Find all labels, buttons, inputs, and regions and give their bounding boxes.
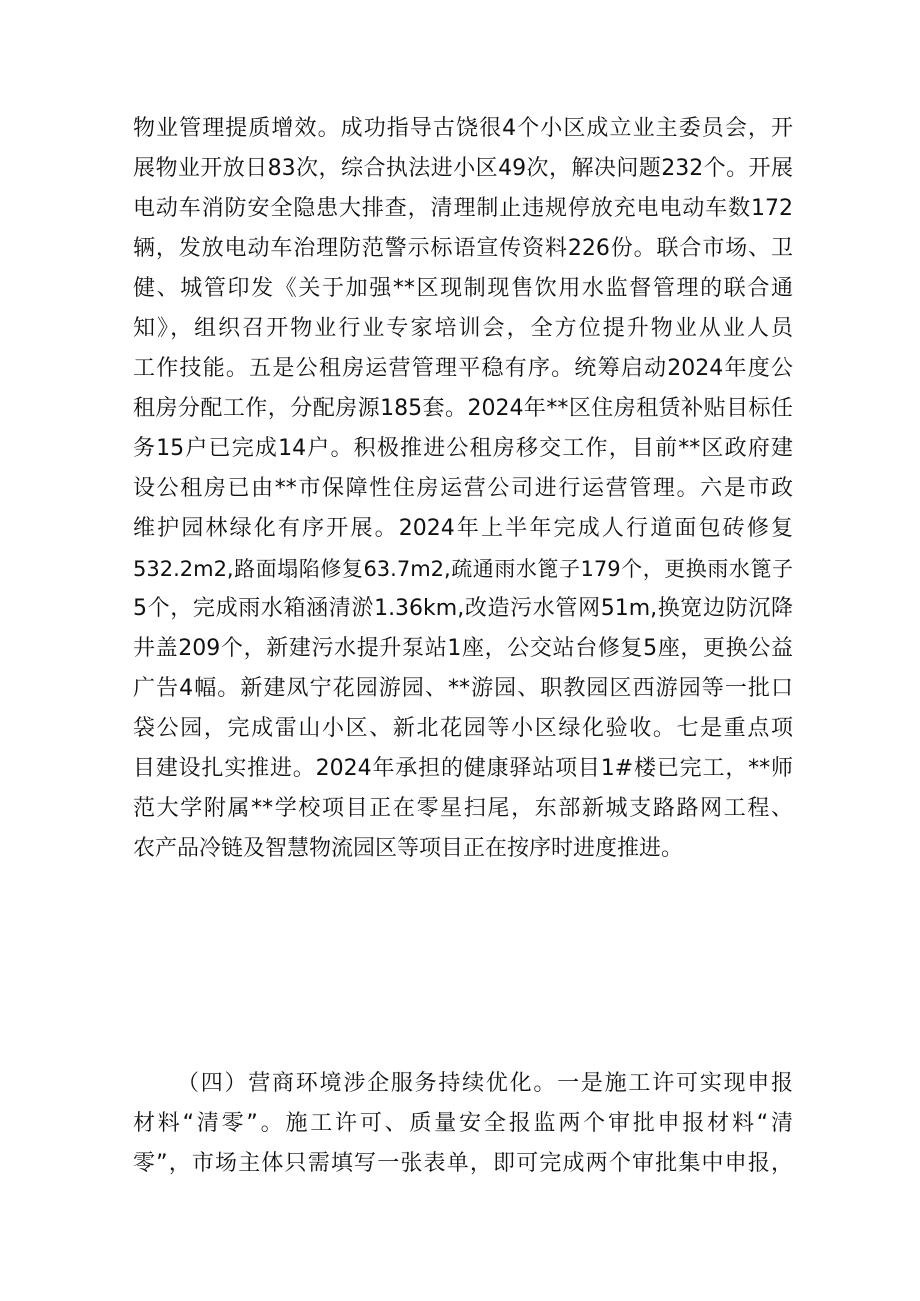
text-line: 物业管理提质增效。成功指导古饶很4个小区成立业主委员会，开 bbox=[133, 116, 793, 141]
text-line: 租房分配工作，分配房源185套。2024年**区住房租赁补贴目标任 bbox=[133, 396, 793, 421]
text-line: 零”，市场主体只需填写一张表单，即可完成两个审批集中申报， bbox=[133, 1151, 793, 1176]
text-line: 健、城管印发《关于加强**区现制现售饮用水监督管理的联合通 bbox=[133, 276, 793, 301]
text-line: 5个，完成雨水箱涵清淤1.36km,改造污水管网51m,换宽边防沉降 bbox=[133, 596, 793, 621]
text-line: 目建设扎实推进。2024年承担的健康驿站项目1#楼已完工，**师 bbox=[133, 756, 793, 781]
text-line: 广告4幅。新建凤宁花园游园、**游园、职教园区西游园等一批口 bbox=[133, 676, 793, 701]
text-line: 范大学附属**学校项目正在零星扫尾，东部新城支路路网工程、 bbox=[133, 796, 793, 821]
text-line: 532.2m2,路面塌陷修复63.7m2,疏通雨水篦子179个，更换雨水篦子 bbox=[133, 557, 793, 581]
text-line: 工作技能。五是公租房运营管理平稳有序。统筹启动2024年度公 bbox=[133, 356, 793, 381]
text-line: 袋公园，完成雷山小区、新北花园等小区绿化验收。七是重点项 bbox=[133, 716, 793, 741]
text-line: 农产品冷链及智慧物流园区等项目正在按序时进度推进。 bbox=[133, 836, 684, 861]
paragraph-business-environment bbox=[133, 1064, 793, 1184]
text-line: 电动车消防安全隐患大排查，清理制止违规停放充电电动车数172 bbox=[133, 196, 793, 221]
text-line: 知》，组织召开物业行业专家培训会，全方位提升物业从业人员 bbox=[133, 316, 793, 341]
text-line: 维护园林绿化有序开展。2024年上半年完成人行道面包砖修复 bbox=[133, 516, 793, 541]
paragraph-property-management bbox=[133, 109, 793, 869]
text-line: 展物业开放日83次，综合执法进小区49次，解决问题232个。开展 bbox=[133, 156, 793, 181]
section-heading-line: （四）营商环境涉企服务持续优化。一是施工许可实现申报 bbox=[177, 1071, 793, 1096]
text-line: 材料“清零”。施工许可、质量安全报监两个审批申报材料“清 bbox=[133, 1111, 793, 1136]
text-line: 务15户已完成14户。积极推进公租房移交工作，目前**区政府建 bbox=[133, 436, 793, 461]
text-line: 设公租房已由**市保障性住房运营公司进行运营管理。六是市政 bbox=[133, 476, 793, 501]
text-line: 井盖209个，新建污水提升泵站1座，公交站台修复5座，更换公益 bbox=[133, 636, 793, 661]
text-line: 辆，发放电动车治理防范警示标语宣传资料226份。联合市场、卫 bbox=[133, 236, 793, 261]
